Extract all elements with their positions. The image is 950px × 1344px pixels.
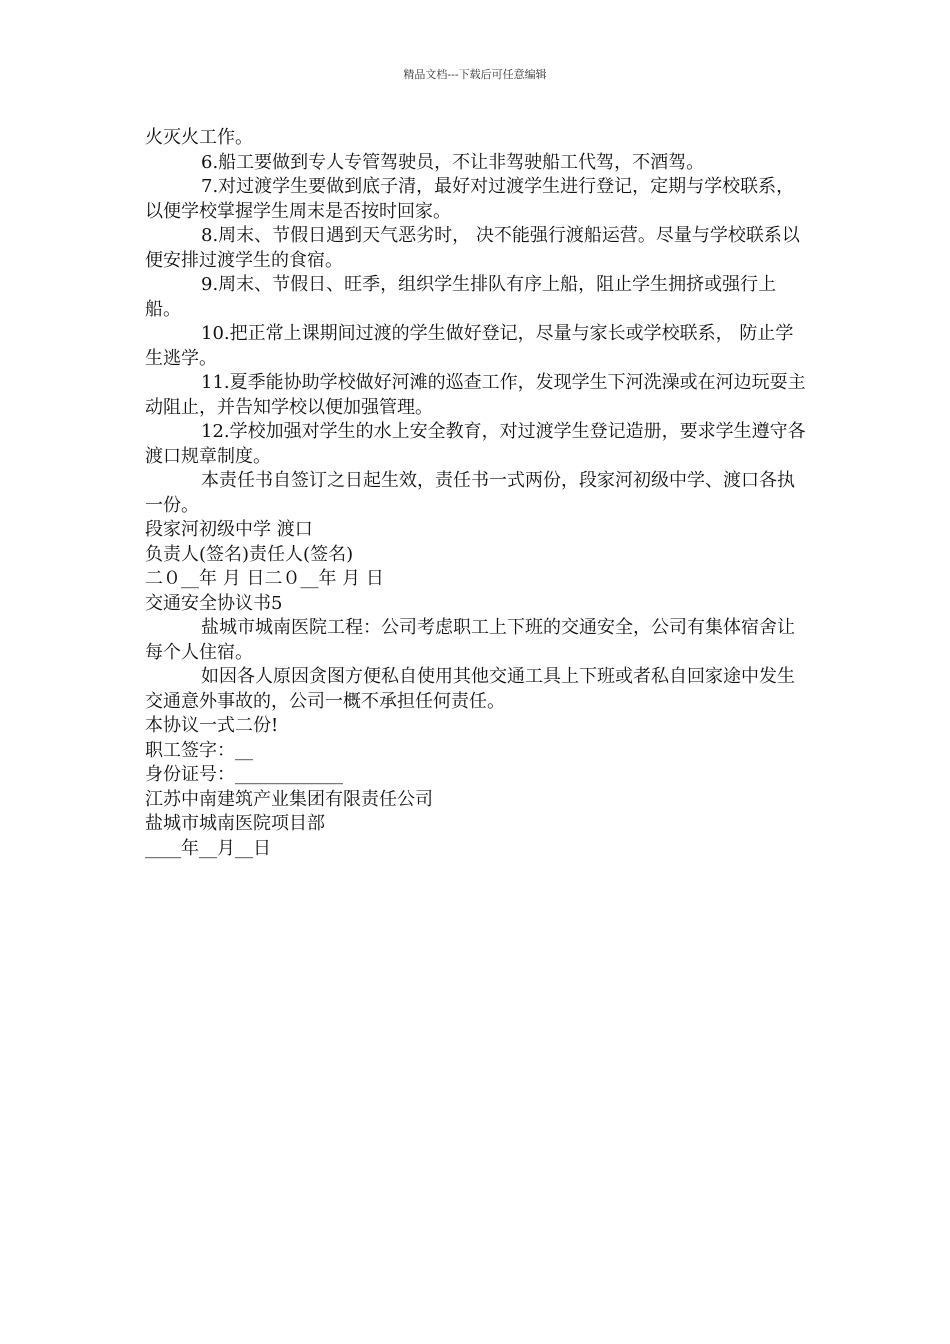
paragraph-continued: 火灭火工作。 xyxy=(145,127,253,148)
paragraph-item-11: 11.夏季能协助学校做好河滩的巡查工作，发现学生下河洗澡或在河边玩耍主动阻止，并告知学校以便加强管理。 xyxy=(145,372,806,418)
paragraph-liability: 如因各人原因贪图方便私自使用其他交通工具上下班或者私自回家途中发生交通意外事故的，公司一概不承担任何责任。 xyxy=(145,666,795,712)
copies-line: 本协议一式二份! xyxy=(145,715,279,736)
paragraph-item-10: 10.把正常上课期间过渡的学生做好登记，尽量与家长或学校联系， 防止学生逃学。 xyxy=(145,323,794,369)
date-line: 二０__年 月 日二０__年 月 日 xyxy=(145,568,384,589)
paragraph-item-9: 9.周末、节假日、旺季，组织学生排队有序上船，阻止学生拥挤或强行上船。 xyxy=(145,274,777,320)
signature-line: 负责人(签名)责任人(签名) xyxy=(145,543,354,565)
project-dept-line: 盐城市城南医院项目部 xyxy=(145,813,325,834)
paragraph-agreement-intro: 盐城市城南医院工程：公司考虑职工上下班的交通安全，公司有集体宿舍让每个人住宿。 xyxy=(145,617,795,663)
company-name-line: 江苏中南建筑产业集团有限责任公司 xyxy=(145,788,433,810)
page-header: 精品文档---下载后可任意编辑 xyxy=(403,68,547,81)
id-number-line: 身份证号：____________ xyxy=(145,764,343,785)
paragraph-item-6: 6.船工要做到专人专管驾驶员，不让非驾驶船工代驾，不酒驾。 xyxy=(201,151,705,173)
final-date-line: ____年__月__日 xyxy=(145,837,271,859)
paragraph-item-8: 8.周末、节假日遇到天气恶劣时， 决不能强行渡船运营。尽量与学校联系以便安排过渡学生的食宿。 xyxy=(145,225,800,271)
section-title: 交通安全协议书5 xyxy=(145,592,283,614)
signatory-parties: 段家河初级中学 渡口 xyxy=(145,519,313,540)
paragraph-item-12: 12.学校加强对学生的水上安全教育，对过渡学生登记造册，要求学生遵守各渡口规章制度。 xyxy=(145,421,806,467)
paragraph-item-7: 7.对过渡学生要做到底子清，最好对过渡学生进行登记，定期与学校联系，以便学校掌握学生周末是否按时回家。 xyxy=(145,176,795,222)
paragraph-effective-clause: 本责任书自签订之日起生效，责任书一式两份，段家河初级中学、渡口各执一份。 xyxy=(145,470,795,516)
employee-signature-line: 职工签字：__ xyxy=(145,739,253,761)
document-body xyxy=(145,126,810,861)
